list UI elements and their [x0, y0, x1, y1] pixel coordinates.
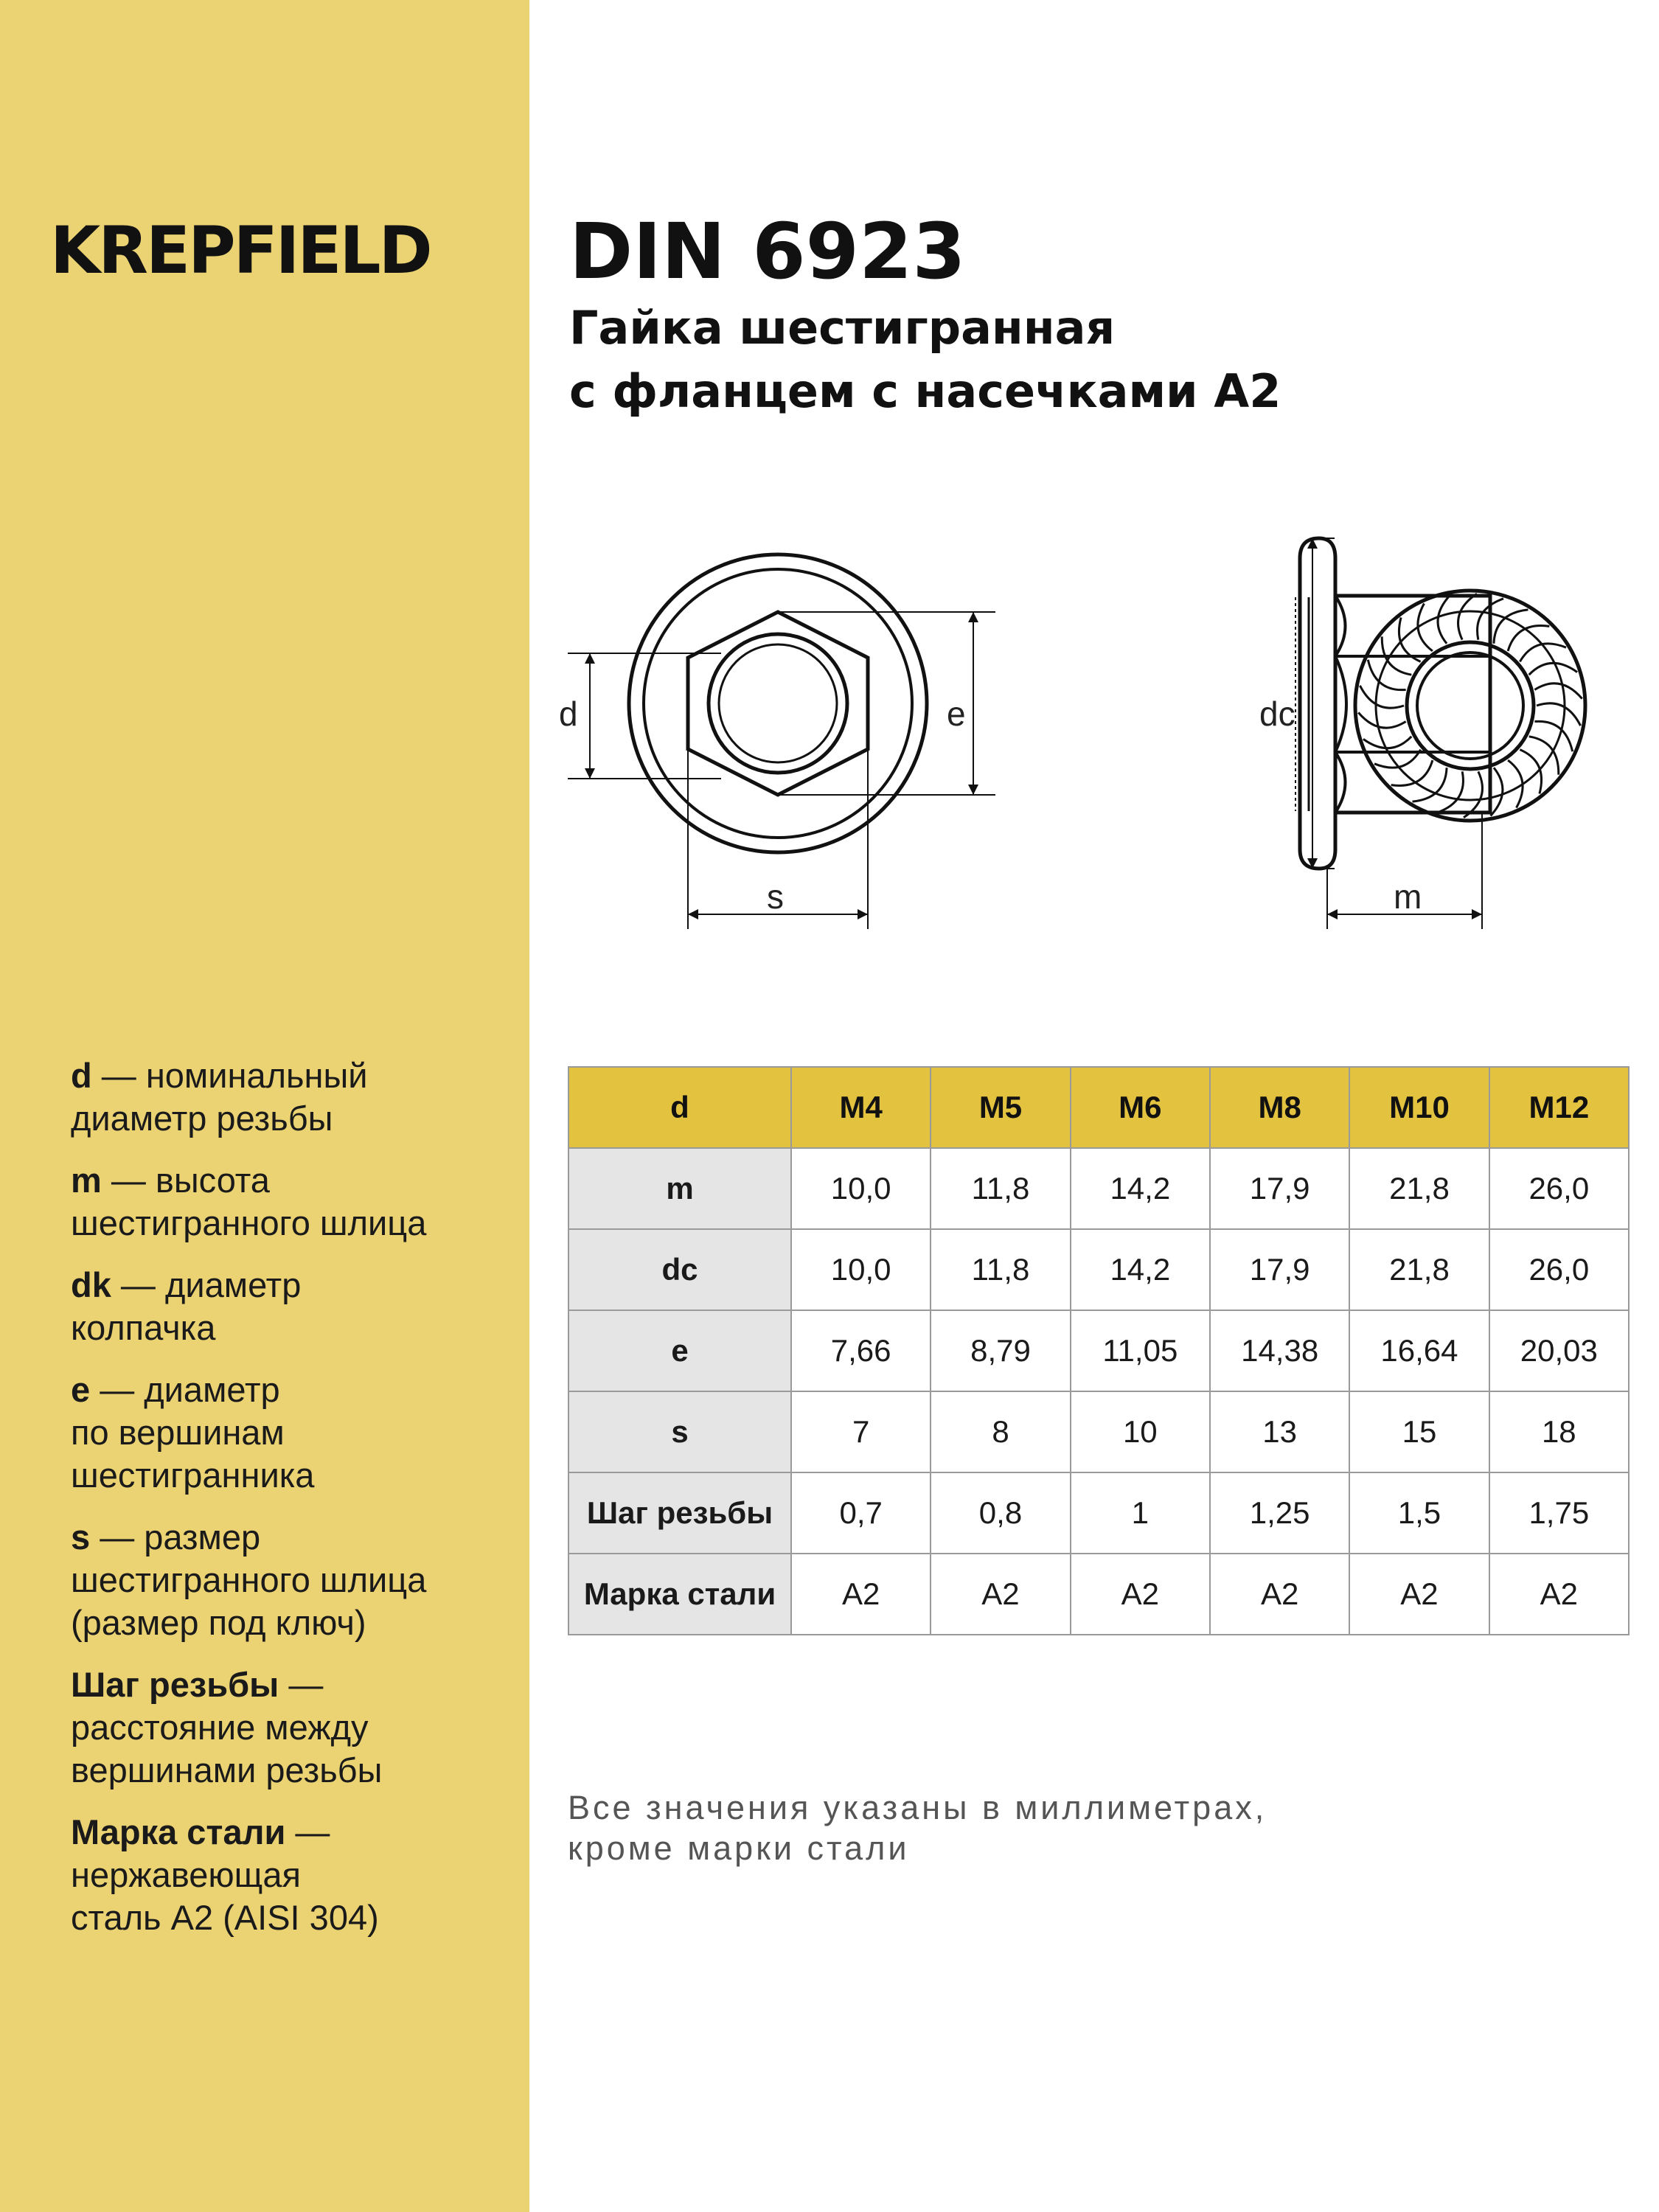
table-cell: 1,75	[1489, 1472, 1629, 1554]
product-title-line-2: с фланцем с насечками А2	[569, 364, 1281, 418]
serration-tooth	[1437, 771, 1464, 813]
dimension-label-e: e	[947, 695, 966, 733]
table-cell: 17,9	[1210, 1148, 1349, 1229]
table-column-header: M10	[1349, 1067, 1489, 1148]
table-cell: 21,8	[1349, 1229, 1489, 1310]
dimension-label-dc: dc	[1259, 695, 1295, 733]
legend-description: — размер шестигранного шлица (размер под ключ)	[71, 1517, 427, 1642]
table-row	[568, 1554, 1629, 1635]
serration-tooth	[1438, 596, 1450, 644]
table-cell: A2	[931, 1554, 1070, 1635]
dimension-arrow	[585, 768, 595, 779]
sidebar	[0, 0, 529, 2212]
table-cell: 15	[1349, 1391, 1489, 1472]
serration-tooth	[1491, 768, 1503, 815]
table-cell: 0,8	[931, 1472, 1070, 1554]
dimension-label-s: s	[767, 877, 784, 916]
legend-term: Марка стали	[71, 1812, 286, 1851]
product-title-line-1: Гайка шестигранная	[569, 301, 1116, 355]
table-cell: A2	[1071, 1554, 1210, 1635]
legend-description: — нержавеющая сталь А2 (AISI 304)	[71, 1812, 379, 1937]
legend-description: — диаметр колпачка	[71, 1265, 302, 1347]
dimension-arrow	[688, 909, 698, 919]
table-cell: A2	[1210, 1554, 1349, 1635]
dimension-label-m: m	[1394, 877, 1422, 916]
table-cell: A2	[791, 1554, 931, 1635]
table-cell: 11,8	[931, 1229, 1070, 1310]
table-row-header: e	[568, 1310, 791, 1391]
serration-tooth	[1363, 737, 1411, 748]
table-row	[568, 1472, 1629, 1554]
table-cell: 10	[1071, 1391, 1210, 1472]
table-column-header: M4	[791, 1067, 931, 1148]
table-cell: 10,0	[791, 1148, 931, 1229]
table-cell: 26,0	[1489, 1148, 1629, 1229]
table-cell: 20,03	[1489, 1310, 1629, 1391]
bottom-view	[1355, 591, 1585, 821]
table-cell: 14,2	[1071, 1229, 1210, 1310]
table-row	[568, 1148, 1629, 1229]
table-row	[568, 1391, 1629, 1472]
top-view	[629, 554, 927, 852]
legend-term: dk	[71, 1265, 111, 1304]
serration-tooth	[1529, 737, 1559, 775]
serration-tooth	[1464, 771, 1482, 817]
serration-tooth	[1418, 603, 1433, 650]
legend-description: — расстояние между вершинами резьбы	[71, 1665, 383, 1790]
legend-item	[71, 1663, 521, 1792]
table-row	[568, 1229, 1629, 1310]
table-cell: 1,5	[1349, 1472, 1489, 1554]
table-row	[568, 1310, 1629, 1391]
table-cell: 16,64	[1349, 1310, 1489, 1391]
legend-description: — диаметр по вершинам шестигранника	[71, 1370, 315, 1495]
footnote: Все значения указаны в миллиметрах, кроме марки стали	[568, 1789, 1267, 1867]
serration-tooth	[1358, 712, 1405, 728]
dimension-arrow	[1472, 909, 1482, 919]
legend-item	[71, 1264, 521, 1349]
table-row-header: dc	[568, 1229, 791, 1310]
legend-term: s	[71, 1517, 91, 1557]
dimension-arrow	[1327, 909, 1338, 919]
table-cell: 8	[931, 1391, 1070, 1472]
table-cell: 14,2	[1071, 1148, 1210, 1229]
legend-description: — высота шестигранного шлица	[71, 1161, 427, 1242]
table-cell: 0,7	[791, 1472, 931, 1554]
table-cell: 26,0	[1489, 1229, 1629, 1310]
table-cell: 8,79	[931, 1310, 1070, 1391]
serration-tooth	[1534, 684, 1582, 699]
legend	[71, 1054, 521, 1958]
table-column-header: M6	[1071, 1067, 1210, 1148]
serration-tooth	[1534, 721, 1572, 751]
serration-tooth	[1368, 660, 1405, 690]
serration-tooth	[1529, 663, 1577, 675]
dimension-arrow	[858, 909, 868, 919]
table-cell: 13	[1210, 1391, 1349, 1472]
table-column-header: M5	[931, 1067, 1070, 1148]
legend-item	[71, 1054, 521, 1140]
dimension-arrow	[968, 785, 978, 795]
table-cell: 7,66	[791, 1310, 931, 1391]
product-title	[569, 296, 1601, 423]
table-corner-cell: d	[568, 1067, 791, 1148]
table-cell: A2	[1489, 1554, 1629, 1635]
legend-item	[71, 1811, 521, 1939]
legend-item	[71, 1516, 521, 1644]
table-cell: A2	[1349, 1554, 1489, 1635]
nut-diagram	[546, 516, 1637, 959]
table-cell: 17,9	[1210, 1229, 1349, 1310]
dimension-label-d: d	[559, 695, 578, 733]
brand-logo: KREPFIELD	[50, 212, 431, 288]
table-cell: 21,8	[1349, 1148, 1489, 1229]
table-cell: 14,38	[1210, 1310, 1349, 1391]
table-row-header: s	[568, 1391, 791, 1472]
legend-term: d	[71, 1056, 92, 1095]
table-row-header: m	[568, 1148, 791, 1229]
table-cell: 18	[1489, 1391, 1629, 1472]
table-row-header: Шаг резьбы	[568, 1472, 791, 1554]
table-cell: 1	[1071, 1472, 1210, 1554]
legend-term: Шаг резьбы	[71, 1665, 279, 1704]
legend-item	[71, 1159, 521, 1245]
spec-table	[568, 1066, 1630, 1635]
table-row-header: Марка стали	[568, 1554, 791, 1635]
serration-tooth	[1508, 760, 1523, 807]
table-header-row	[568, 1067, 1629, 1148]
table-cell: 7	[791, 1391, 931, 1472]
table-cell: 11,05	[1071, 1310, 1210, 1391]
table-cell: 10,0	[791, 1229, 931, 1310]
legend-item	[71, 1368, 521, 1497]
legend-description: — номинальный диаметр резьбы	[71, 1056, 368, 1138]
serration-tooth	[1458, 594, 1477, 639]
table-cell: 11,8	[931, 1148, 1070, 1229]
table-cell: 1,25	[1210, 1472, 1349, 1554]
legend-term: e	[71, 1370, 91, 1409]
table-column-header: M8	[1210, 1067, 1349, 1148]
dimension-arrow	[585, 653, 595, 664]
product-code: DIN 6923	[569, 206, 966, 296]
legend-term: m	[71, 1161, 102, 1200]
dimension-arrow	[968, 612, 978, 622]
table-column-header: M12	[1489, 1067, 1629, 1148]
